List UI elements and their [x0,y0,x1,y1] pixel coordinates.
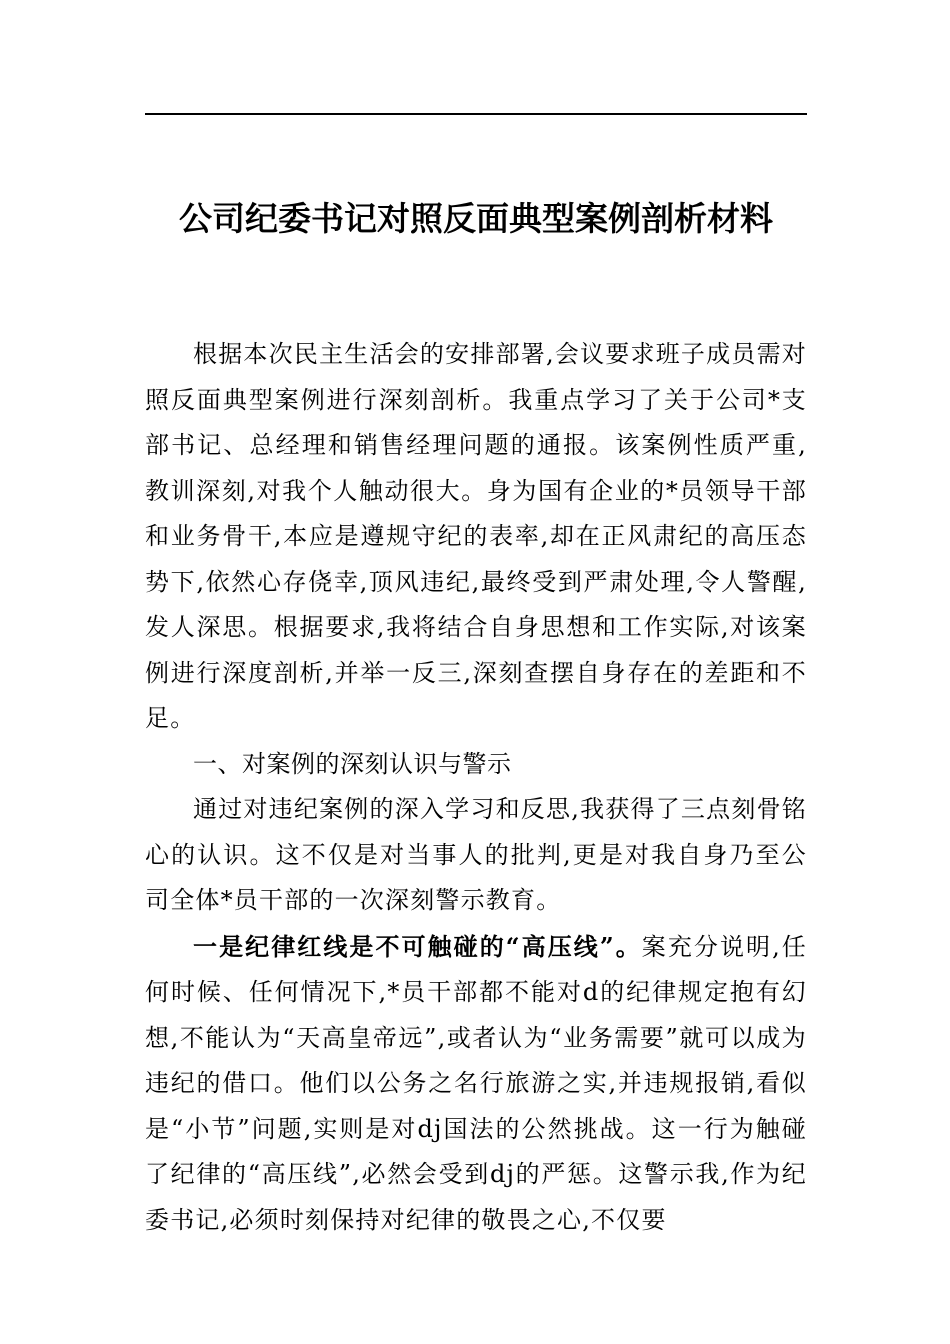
point-text: 案充分说明,任何时候、任何情况下,*员干部都不能对d的纪律规定抱有幻想,不能认为“天高皇帝远”,或者认为“业务需要”就可以成为违纪的借口。他们以公务之名行旅游之实,并违规报销,看似是“小节”问题,实则是对dj国法的公然挑战。这一行为触碰了纪律的“高压线”,必然会受到dj的严惩。这警示我,作为纪委书记,必须时刻保持对纪律的敬畏之心,不仅要 [145,932,807,1234]
intro-paragraph: 根据本次民主生活会的安排部署,会议要求班子成员需对照反面典型案例进行深刻剖析。我重点学习了关于公司*支部书记、总经理和销售经理问题的通报。该案例性质严重,教训深刻,对我个人触动很大。身为国有企业的*员领导干部和业务骨干,本应是遵规守纪的表率,却在正风肃纪的高压态势下,依然心存侥幸,顶风违纪,最终受到严肃处理,令人警醒,发人深思。根据要求,我将结合自身思想和工作实际,对该案例进行深度剖析,并举一反三,深刻查摆自身存在的差距和不足。 [145,340,807,732]
header-rule [145,113,807,115]
document-body [145,332,807,1243]
section-paragraph: 通过对违纪案例的深入学习和反思,我获得了三点刻骨铭心的认识。这不仅是对当事人的批判,更是对我自身乃至公司全体*员干部的一次深刻警示教育。 [145,795,807,914]
document-title: 公司纪委书记对照反面典型案例剖析材料 [179,199,773,238]
section-heading: 一、对案例的深刻认识与警示 [193,749,512,778]
point-lead: 一是纪律红线是不可触碰的“高压线”。 [193,931,642,961]
point-paragraph [145,924,807,1244]
